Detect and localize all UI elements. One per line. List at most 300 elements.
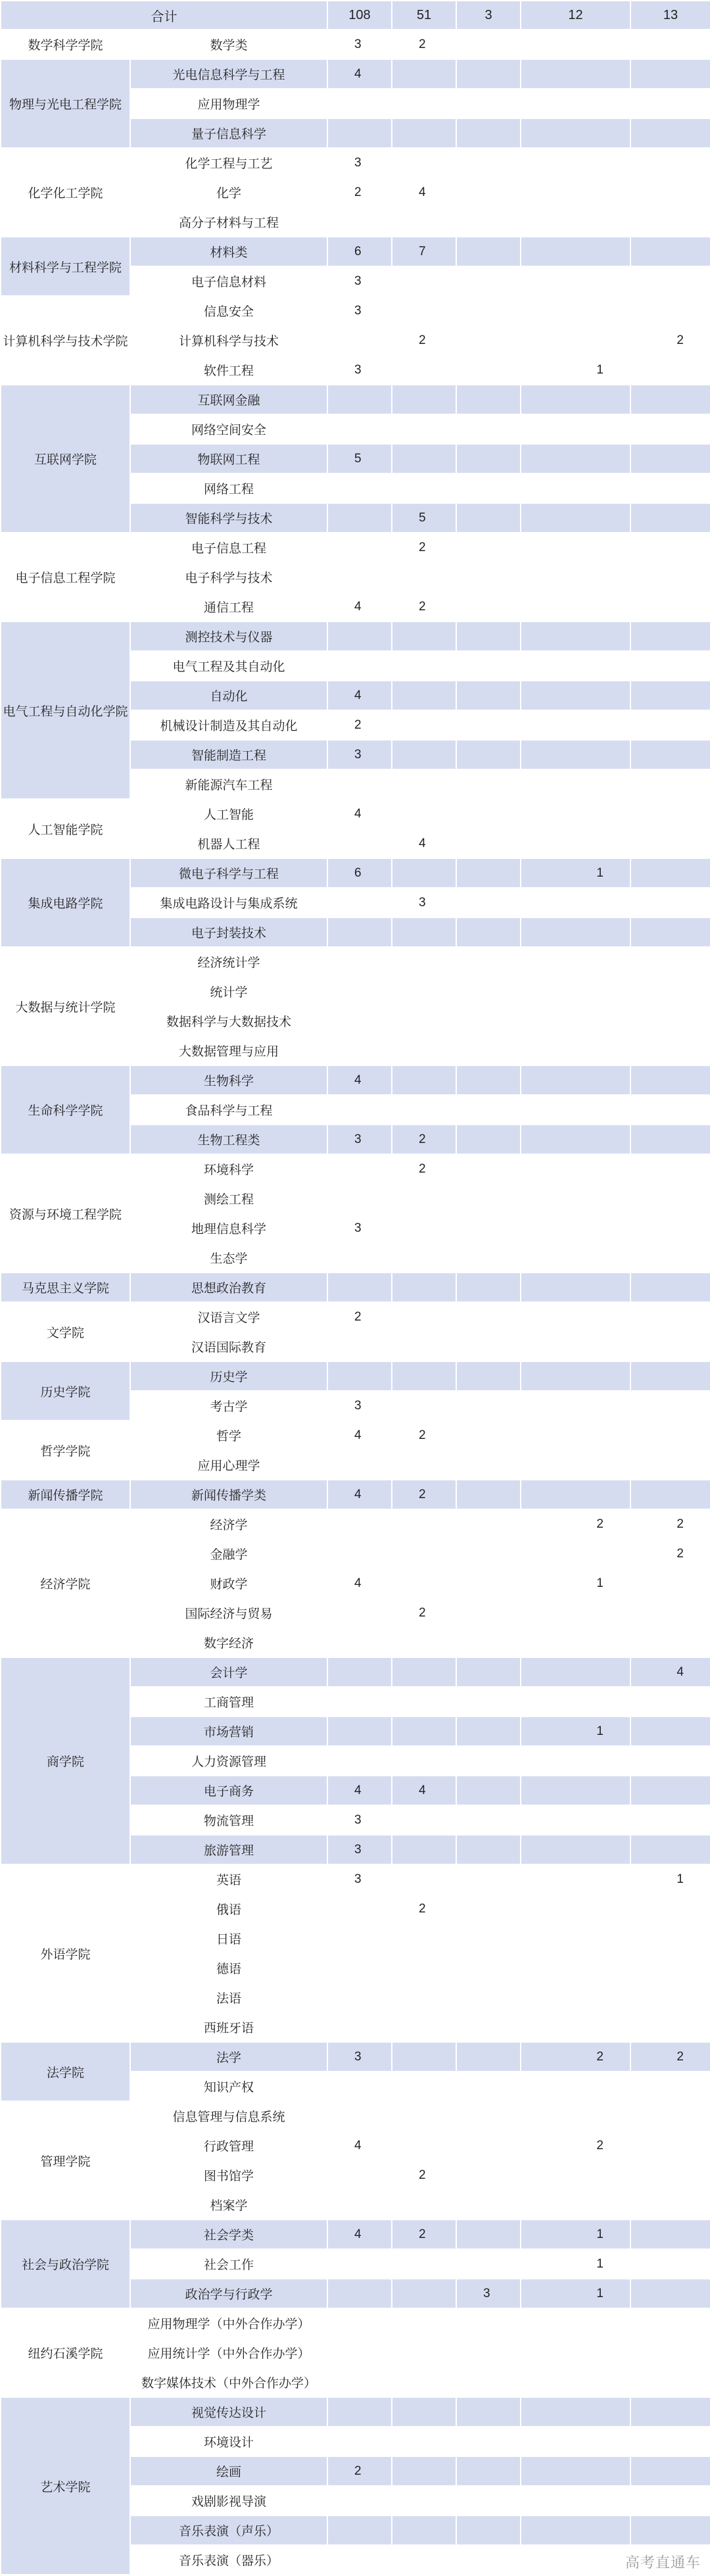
quota-cell-4 bbox=[521, 1243, 630, 1273]
quota-cell-3 bbox=[456, 2220, 521, 2249]
table-row bbox=[1, 296, 710, 326]
quota-cell-2: 2 bbox=[392, 30, 456, 59]
quota-cell-5 bbox=[630, 444, 710, 474]
quota-cell-1: 2 bbox=[327, 178, 392, 207]
quota-cell-5 bbox=[630, 414, 710, 444]
major-name: 地理信息科学 bbox=[130, 1213, 327, 1243]
quota-cell-3 bbox=[456, 1361, 521, 1391]
quota-cell-5 bbox=[630, 621, 710, 651]
quota-cell-2 bbox=[392, 1509, 456, 1539]
quota-cell-4 bbox=[521, 681, 630, 710]
major-name: 历史学 bbox=[130, 1361, 327, 1391]
quota-cell-3 bbox=[456, 2131, 521, 2160]
college-name: 化学化工学院 bbox=[1, 148, 130, 237]
quota-cell-1: 3 bbox=[327, 1125, 392, 1154]
major-name: 材料类 bbox=[130, 237, 327, 266]
quota-cell-5 bbox=[630, 1805, 710, 1835]
quota-cell-4: 2 bbox=[521, 2131, 630, 2160]
major-name: 工商管理 bbox=[130, 1687, 327, 1716]
quota-cell-3 bbox=[456, 2515, 521, 2545]
quota-cell-2 bbox=[392, 2042, 456, 2072]
quota-cell-5 bbox=[630, 1332, 710, 1361]
quota-cell-4 bbox=[521, 1273, 630, 1302]
quota-cell-3 bbox=[456, 710, 521, 740]
quota-cell-3 bbox=[456, 2456, 521, 2486]
quota-cell-2 bbox=[392, 1687, 456, 1716]
major-name: 计算机科学与技术 bbox=[130, 326, 327, 355]
quota-cell-4 bbox=[521, 1154, 630, 1184]
major-name: 人工智能 bbox=[130, 799, 327, 829]
quota-cell-5 bbox=[630, 740, 710, 769]
quota-cell-5 bbox=[630, 148, 710, 178]
college-name: 管理学院 bbox=[1, 2101, 130, 2220]
quota-cell-2: 2 bbox=[392, 1480, 456, 1509]
quota-cell-1 bbox=[327, 917, 392, 947]
table-row bbox=[1, 148, 710, 178]
quota-cell-4 bbox=[521, 1746, 630, 1776]
quota-cell-3 bbox=[456, 178, 521, 207]
quota-cell-1 bbox=[327, 326, 392, 355]
major-name: 测绘工程 bbox=[130, 1184, 327, 1213]
quota-cell-2 bbox=[392, 1391, 456, 1421]
quota-cell-5 bbox=[630, 118, 710, 148]
watermark: 高考直通车 bbox=[625, 2554, 701, 2571]
quota-cell-4 bbox=[521, 1065, 630, 1095]
quota-cell-2 bbox=[392, 1243, 456, 1273]
college-name: 社会与政治学院 bbox=[1, 2220, 130, 2308]
quota-cell-2: 2 bbox=[392, 1894, 456, 1924]
major-name: 汉语国际教育 bbox=[130, 1332, 327, 1361]
quota-cell-2 bbox=[392, 2072, 456, 2101]
quota-cell-3 bbox=[456, 681, 521, 710]
quota-cell-1 bbox=[327, 1983, 392, 2012]
quota-cell-1 bbox=[327, 1598, 392, 1628]
quota-cell-4 bbox=[521, 326, 630, 355]
quota-cell-4 bbox=[521, 769, 630, 799]
major-name: 日语 bbox=[130, 1924, 327, 1953]
quota-cell-3 bbox=[456, 2397, 521, 2427]
quota-cell-1 bbox=[327, 2160, 392, 2190]
quota-cell-1: 3 bbox=[327, 30, 392, 59]
quota-cell-5 bbox=[630, 178, 710, 207]
quota-cell-5 bbox=[630, 2427, 710, 2456]
quota-cell-2 bbox=[392, 1361, 456, 1391]
quota-cell-5 bbox=[630, 533, 710, 562]
quota-cell-2 bbox=[392, 1983, 456, 2012]
quota-cell-1: 3 bbox=[327, 740, 392, 769]
major-name: 通信工程 bbox=[130, 592, 327, 621]
quota-cell-5 bbox=[630, 681, 710, 710]
quota-cell-1 bbox=[327, 1154, 392, 1184]
major-name: 经济统计学 bbox=[130, 947, 327, 977]
quota-cell-1 bbox=[327, 2279, 392, 2308]
quota-cell-3 bbox=[456, 474, 521, 503]
quota-cell-3 bbox=[456, 1036, 521, 1065]
quota-cell-2 bbox=[392, 621, 456, 651]
table-row bbox=[1, 1421, 710, 1450]
quota-cell-1 bbox=[327, 1184, 392, 1213]
quota-cell-1 bbox=[327, 1006, 392, 1036]
quota-cell-3 bbox=[456, 444, 521, 474]
major-name: 电气工程及其自动化 bbox=[130, 651, 327, 681]
quota-cell-4 bbox=[521, 1864, 630, 1894]
quota-cell-1 bbox=[327, 1687, 392, 1716]
quota-cell-1 bbox=[327, 2397, 392, 2427]
table-row bbox=[1, 799, 710, 829]
quota-cell-2 bbox=[392, 1716, 456, 1746]
quota-cell-2: 2 bbox=[392, 2220, 456, 2249]
major-name: 软件工程 bbox=[130, 355, 327, 385]
quota-cell-2 bbox=[392, 444, 456, 474]
quota-cell-1: 3 bbox=[327, 355, 392, 385]
quota-cell-1 bbox=[327, 1924, 392, 1953]
quota-cell-1 bbox=[327, 2101, 392, 2131]
quota-cell-3 bbox=[456, 1716, 521, 1746]
quota-cell-4 bbox=[521, 2368, 630, 2397]
major-name: 视觉传达设计 bbox=[130, 2397, 327, 2427]
quota-cell-2 bbox=[392, 2249, 456, 2279]
quota-cell-5 bbox=[630, 1894, 710, 1924]
college-name: 纽约石溪学院 bbox=[1, 2308, 130, 2397]
quota-cell-2 bbox=[392, 651, 456, 681]
quota-cell-5 bbox=[630, 2101, 710, 2131]
quota-cell-1: 2 bbox=[327, 2456, 392, 2486]
major-name: 行政管理 bbox=[130, 2131, 327, 2160]
quota-cell-2 bbox=[392, 1332, 456, 1361]
quota-cell-5 bbox=[630, 917, 710, 947]
quota-cell-3 bbox=[456, 1835, 521, 1864]
quota-cell-4 bbox=[521, 474, 630, 503]
quota-cell-4: 1 bbox=[521, 2279, 630, 2308]
quota-cell-1 bbox=[327, 888, 392, 917]
quota-cell-5 bbox=[630, 2249, 710, 2279]
quota-cell-4 bbox=[521, 1361, 630, 1391]
quota-cell-3 bbox=[456, 1332, 521, 1361]
quota-cell-2 bbox=[392, 2131, 456, 2160]
college-name: 电子信息工程学院 bbox=[1, 533, 130, 621]
major-name: 绘画 bbox=[130, 2456, 327, 2486]
quota-cell-3 bbox=[456, 2101, 521, 2131]
quota-cell-3 bbox=[456, 1657, 521, 1687]
quota-cell-4 bbox=[521, 1450, 630, 1480]
quota-cell-5 bbox=[630, 1628, 710, 1657]
quota-cell-5 bbox=[630, 1036, 710, 1065]
quota-cell-5 bbox=[630, 562, 710, 592]
quota-cell-2 bbox=[392, 2545, 456, 2575]
quota-cell-1 bbox=[327, 651, 392, 681]
quota-cell-3 bbox=[456, 207, 521, 237]
quota-cell-4 bbox=[521, 888, 630, 917]
major-name: 档案学 bbox=[130, 2190, 327, 2220]
quota-cell-4 bbox=[521, 30, 630, 59]
table-row bbox=[1, 621, 710, 651]
quota-cell-1 bbox=[327, 2190, 392, 2220]
quota-cell-4 bbox=[521, 562, 630, 592]
table-body bbox=[1, 1, 710, 2575]
quota-cell-2 bbox=[392, 118, 456, 148]
quota-cell-5 bbox=[630, 769, 710, 799]
table-row bbox=[1, 1864, 710, 1894]
quota-cell-4 bbox=[521, 1539, 630, 1568]
quota-cell-4 bbox=[521, 1184, 630, 1213]
quota-cell-4 bbox=[521, 799, 630, 829]
quota-cell-5 bbox=[630, 1213, 710, 1243]
quota-cell-2 bbox=[392, 355, 456, 385]
quota-cell-5 bbox=[630, 59, 710, 89]
quota-cell-1: 4 bbox=[327, 1421, 392, 1450]
major-name: 思想政治教育 bbox=[130, 1273, 327, 1302]
quota-cell-2 bbox=[392, 1953, 456, 1983]
quota-cell-4 bbox=[521, 1125, 630, 1154]
quota-cell-5 bbox=[630, 1835, 710, 1864]
quota-cell-2: 2 bbox=[392, 2160, 456, 2190]
table-row bbox=[1, 1273, 710, 1302]
major-name: 信息管理与信息系统 bbox=[130, 2101, 327, 2131]
quota-cell-2: 2 bbox=[392, 533, 456, 562]
quota-cell-2 bbox=[392, 1184, 456, 1213]
quota-cell-4 bbox=[521, 237, 630, 266]
quota-cell-3 bbox=[456, 1924, 521, 1953]
quota-cell-2 bbox=[392, 2101, 456, 2131]
college-name: 互联网学院 bbox=[1, 385, 130, 533]
quota-cell-4 bbox=[521, 1598, 630, 1628]
quota-cell-3 bbox=[456, 1805, 521, 1835]
quota-cell-5 bbox=[630, 1273, 710, 1302]
quota-cell-3 bbox=[456, 1154, 521, 1184]
quota-cell-2 bbox=[392, 769, 456, 799]
quota-cell-5 bbox=[630, 829, 710, 858]
quota-cell-4 bbox=[521, 651, 630, 681]
quota-cell-5: 2 bbox=[630, 1509, 710, 1539]
quota-cell-4 bbox=[521, 1480, 630, 1509]
quota-cell-3 bbox=[456, 888, 521, 917]
quota-cell-2 bbox=[392, 1065, 456, 1095]
quota-cell-3 bbox=[456, 2160, 521, 2190]
quota-cell-3 bbox=[456, 414, 521, 444]
quota-cell-1 bbox=[327, 2012, 392, 2042]
quota-cell-3 bbox=[456, 2308, 521, 2338]
quota-cell-3 bbox=[456, 799, 521, 829]
major-name: 食品科学与工程 bbox=[130, 1095, 327, 1125]
quota-cell-5 bbox=[630, 2012, 710, 2042]
quota-cell-4 bbox=[521, 89, 630, 118]
quota-cell-3 bbox=[456, 858, 521, 888]
quota-cell-1: 3 bbox=[327, 1835, 392, 1864]
major-name: 大数据管理与应用 bbox=[130, 1036, 327, 1065]
quota-cell-2 bbox=[392, 2427, 456, 2456]
quota-cell-1: 2 bbox=[327, 710, 392, 740]
quota-cell-5 bbox=[630, 1154, 710, 1184]
quota-cell-1 bbox=[327, 414, 392, 444]
quota-cell-3 bbox=[456, 562, 521, 592]
quota-cell-2 bbox=[392, 977, 456, 1006]
quota-cell-5 bbox=[630, 2160, 710, 2190]
college-name: 马克思主义学院 bbox=[1, 1273, 130, 1302]
quota-cell-3 bbox=[456, 1568, 521, 1598]
major-name: 会计学 bbox=[130, 1657, 327, 1687]
quota-cell-2 bbox=[392, 296, 456, 326]
quota-cell-2 bbox=[392, 1805, 456, 1835]
quota-cell-5 bbox=[630, 1746, 710, 1776]
quota-cell-5 bbox=[630, 799, 710, 829]
quota-cell-5: 2 bbox=[630, 326, 710, 355]
quota-cell-1: 4 bbox=[327, 2220, 392, 2249]
quota-cell-3 bbox=[456, 651, 521, 681]
quota-cell-4 bbox=[521, 1095, 630, 1125]
quota-cell-5 bbox=[630, 1983, 710, 2012]
quota-cell-5 bbox=[630, 1924, 710, 1953]
quota-cell-1 bbox=[327, 1332, 392, 1361]
quota-cell-4 bbox=[521, 178, 630, 207]
major-name: 电子科学与技术 bbox=[130, 562, 327, 592]
quota-cell-5 bbox=[630, 1125, 710, 1154]
major-name: 市场营销 bbox=[130, 1716, 327, 1746]
quota-cell-2: 2 bbox=[392, 326, 456, 355]
quota-cell-4 bbox=[521, 2308, 630, 2338]
quota-cell-2 bbox=[392, 1006, 456, 1036]
quota-cell-3: 3 bbox=[456, 2279, 521, 2308]
quota-cell-1 bbox=[327, 1450, 392, 1480]
quota-cell-2 bbox=[392, 1628, 456, 1657]
quota-cell-5 bbox=[630, 1450, 710, 1480]
quota-cell-1 bbox=[327, 1746, 392, 1776]
quota-cell-3 bbox=[456, 977, 521, 1006]
quota-cell-1 bbox=[327, 621, 392, 651]
quota-cell-5 bbox=[630, 503, 710, 533]
quota-cell-1 bbox=[327, 829, 392, 858]
quota-cell-5: 2 bbox=[630, 2042, 710, 2072]
quota-cell-5 bbox=[630, 651, 710, 681]
quota-cell-1 bbox=[327, 769, 392, 799]
major-name: 社会工作 bbox=[130, 2249, 327, 2279]
quota-cell-3 bbox=[456, 59, 521, 89]
quota-cell-2 bbox=[392, 740, 456, 769]
major-name: 社会学类 bbox=[130, 2220, 327, 2249]
quota-cell-4 bbox=[521, 2515, 630, 2545]
quota-cell-4 bbox=[521, 710, 630, 740]
quota-cell-1: 2 bbox=[327, 1302, 392, 1332]
quota-cell-3 bbox=[456, 1391, 521, 1421]
major-name: 量子信息科学 bbox=[130, 118, 327, 148]
quota-cell-4 bbox=[521, 444, 630, 474]
table-row bbox=[1, 2101, 710, 2131]
quota-cell-2 bbox=[392, 2338, 456, 2368]
total-col-4: 12 bbox=[521, 1, 630, 30]
quota-cell-4 bbox=[521, 977, 630, 1006]
quota-cell-1: 4 bbox=[327, 1480, 392, 1509]
major-name: 应用物理学（中外合作办学） bbox=[130, 2308, 327, 2338]
college-name: 人工智能学院 bbox=[1, 799, 130, 858]
quota-cell-4 bbox=[521, 1953, 630, 1983]
quota-cell-2 bbox=[392, 1835, 456, 1864]
major-name: 应用物理学 bbox=[130, 89, 327, 118]
quota-cell-5 bbox=[630, 1716, 710, 1746]
quota-cell-3 bbox=[456, 2368, 521, 2397]
quota-cell-5: 1 bbox=[630, 1864, 710, 1894]
quota-cell-3 bbox=[456, 148, 521, 178]
quota-cell-3 bbox=[456, 1894, 521, 1924]
quota-cell-2 bbox=[392, 1864, 456, 1894]
quota-cell-4 bbox=[521, 2012, 630, 2042]
quota-cell-2: 2 bbox=[392, 592, 456, 621]
quota-cell-3 bbox=[456, 1065, 521, 1095]
quota-cell-4 bbox=[521, 1776, 630, 1805]
quota-cell-4: 1 bbox=[521, 355, 630, 385]
quota-cell-1 bbox=[327, 1953, 392, 1983]
table-row bbox=[1, 533, 710, 562]
quota-cell-5 bbox=[630, 1361, 710, 1391]
quota-cell-2: 2 bbox=[392, 1598, 456, 1628]
quota-cell-2 bbox=[392, 2012, 456, 2042]
quota-cell-5 bbox=[630, 1302, 710, 1332]
quota-cell-1 bbox=[327, 1243, 392, 1273]
quota-cell-3 bbox=[456, 1213, 521, 1243]
quota-cell-2: 2 bbox=[392, 1421, 456, 1450]
quota-cell-2 bbox=[392, 1302, 456, 1332]
major-name: 智能制造工程 bbox=[130, 740, 327, 769]
quota-cell-3 bbox=[456, 296, 521, 326]
quota-cell-4: 1 bbox=[521, 2249, 630, 2279]
quota-cell-2: 3 bbox=[392, 888, 456, 917]
major-name: 汉语言文学 bbox=[130, 1302, 327, 1332]
major-name: 新闻传播学类 bbox=[130, 1480, 327, 1509]
table-row bbox=[1, 2042, 710, 2072]
major-name: 数学类 bbox=[130, 30, 327, 59]
college-name: 大数据与统计学院 bbox=[1, 947, 130, 1065]
quota-cell-1 bbox=[327, 533, 392, 562]
college-name: 法学院 bbox=[1, 2042, 130, 2101]
quota-cell-2 bbox=[392, 2308, 456, 2338]
major-name: 高分子材料与工程 bbox=[130, 207, 327, 237]
quota-cell-1: 3 bbox=[327, 1213, 392, 1243]
quota-cell-2 bbox=[392, 2279, 456, 2308]
quota-cell-5 bbox=[630, 1006, 710, 1036]
college-name: 计算机科学与技术学院 bbox=[1, 296, 130, 385]
quota-cell-2 bbox=[392, 1273, 456, 1302]
quota-cell-1 bbox=[327, 2486, 392, 2515]
table-row bbox=[1, 1154, 710, 1184]
quota-cell-3 bbox=[456, 2486, 521, 2515]
quota-cell-3 bbox=[456, 326, 521, 355]
major-name: 数据科学与大数据技术 bbox=[130, 1006, 327, 1036]
quota-cell-2 bbox=[392, 1095, 456, 1125]
quota-cell-4 bbox=[521, 621, 630, 651]
quota-cell-1 bbox=[327, 1036, 392, 1065]
quota-cell-3 bbox=[456, 2545, 521, 2575]
quota-cell-3 bbox=[456, 355, 521, 385]
quota-cell-5 bbox=[630, 2220, 710, 2249]
quota-cell-3 bbox=[456, 1746, 521, 1776]
quota-cell-1 bbox=[327, 1894, 392, 1924]
quota-cell-4 bbox=[521, 118, 630, 148]
major-name: 政治学与行政学 bbox=[130, 2279, 327, 2308]
quota-cell-5 bbox=[630, 2279, 710, 2308]
quota-cell-4 bbox=[521, 592, 630, 621]
major-name: 环境设计 bbox=[130, 2427, 327, 2456]
quota-cell-5 bbox=[630, 1480, 710, 1509]
quota-cell-3 bbox=[456, 2190, 521, 2220]
quota-cell-3 bbox=[456, 740, 521, 769]
quota-cell-4 bbox=[521, 1421, 630, 1450]
college-name: 新闻传播学院 bbox=[1, 1480, 130, 1509]
college-name: 商学院 bbox=[1, 1657, 130, 1864]
quota-cell-3 bbox=[456, 621, 521, 651]
quota-cell-1: 3 bbox=[327, 1864, 392, 1894]
quota-cell-1 bbox=[327, 503, 392, 533]
quota-cell-2 bbox=[392, 1450, 456, 1480]
quota-cell-2: 4 bbox=[392, 829, 456, 858]
college-name: 经济学院 bbox=[1, 1509, 130, 1657]
